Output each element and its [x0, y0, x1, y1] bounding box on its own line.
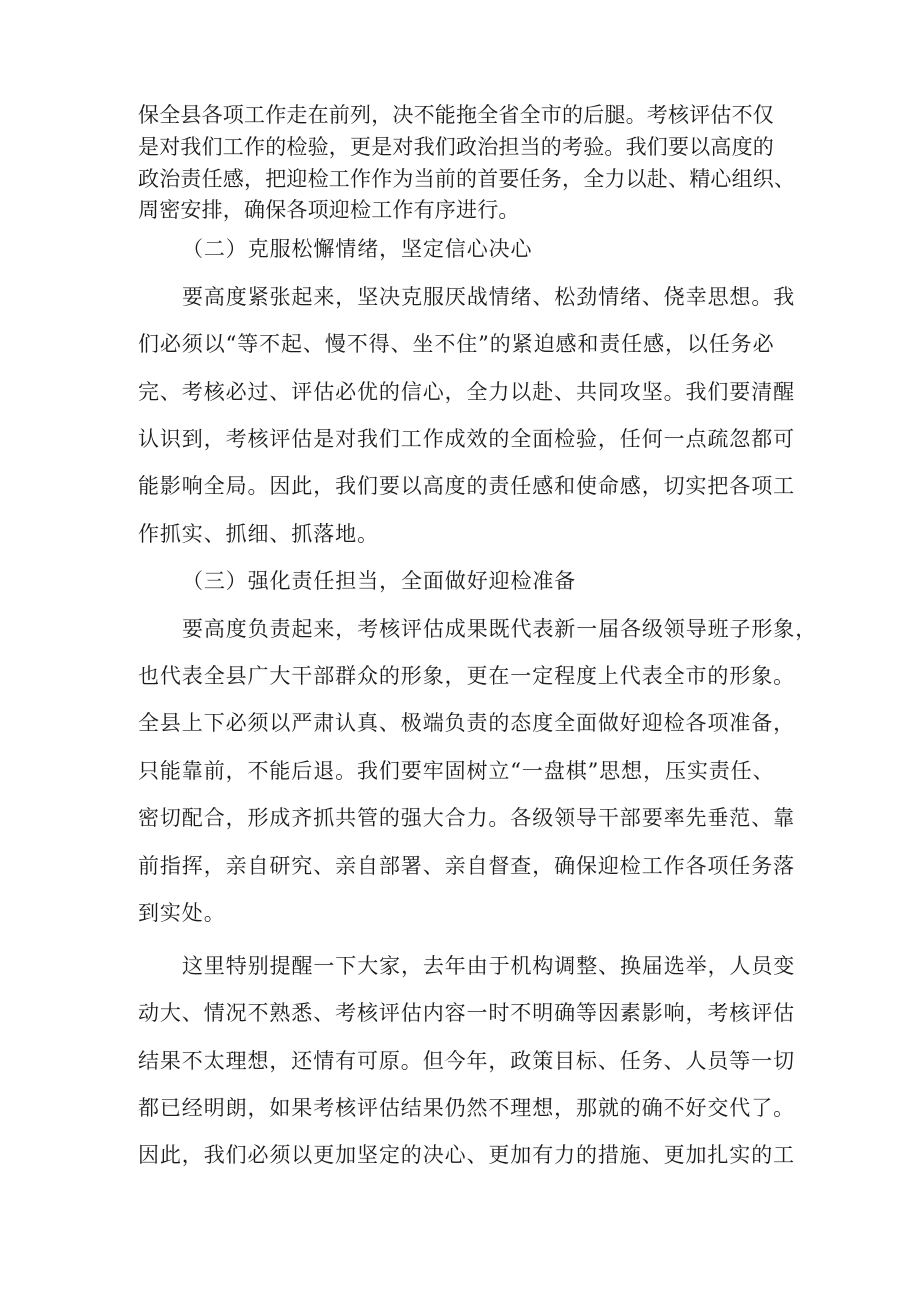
paragraph-line: 完、考核必过、评估必优的信心，全力以赴、共同攻坚。我们要清醒 — [138, 380, 795, 404]
paragraph-line: 前指挥，亲自研究、亲自部署、亲自督查，确保迎检工作各项任务落 — [138, 854, 795, 878]
paragraph-line: 政治责任感，把迎检工作作为当前的首要任务，全力以赴、精心组织、 — [138, 167, 796, 191]
paragraph-line: 保全县各项工作走在前列，决不能拖全省全市的后腿。考核评估不仅 — [138, 103, 774, 127]
paragraph-line: 全县上下必须以严肃认真、极端负责的态度全面做好迎检各项准备， — [138, 711, 795, 735]
paragraph-line: 密切配合，形成齐抓共管的强大合力。各级领导干部要率先垂范、靠 — [138, 806, 795, 830]
paragraph-line: 周密安排，确保各项迎检工作有序进行。 — [138, 198, 520, 222]
paragraph-line: 因此，我们必须以更加坚定的决心、更加有力的措施、更加扎实的工 — [138, 1143, 795, 1167]
paragraph-line: 能影响全局。因此，我们要以高度的责任感和使命感，切实把各项工 — [138, 474, 795, 498]
paragraph-line: 作抓实、抓细、抓落地。 — [138, 522, 379, 546]
paragraph-line: 只能靠前，不能后退。我们要牢固树立“一盘棋”思想，压实责任、 — [138, 759, 775, 783]
paragraph-line: 是对我们工作的检验，更是对我们政治担当的考验。我们要以高度的 — [138, 135, 774, 159]
paragraph-line: 也代表全县广大干部群众的形象，更在一定程度上代表全市的形象。 — [138, 664, 795, 688]
paragraph-line: 这里特别提醒一下大家，去年由于机构调整、换届选举，人员变 — [182, 954, 796, 978]
paragraph-line: 们必须以“等不起、慢不得、坐不住”的紧迫感和责任感，以任务必 — [138, 332, 775, 356]
section-heading-3: （三）强化责任担当，全面做好迎检准备 — [182, 569, 577, 593]
paragraph-line: 要高度紧张起来，坚决克服厌战情绪、松劲情绪、侥幸思想。我 — [182, 285, 796, 309]
section-heading-2: （二）克服松懈情绪，坚定信心决心 — [182, 237, 533, 261]
paragraph-line: 到实处。 — [138, 901, 226, 925]
paragraph-line: 结果不太理想，还情有可原。但今年，政策目标、任务、人员等一切 — [138, 1049, 795, 1073]
paragraph-line: 都已经明朗，如果考核评估结果仍然不理想，那就的确不好交代了。 — [138, 1096, 795, 1120]
paragraph-line: 认识到，考核评估是对我们工作成效的全面检验，任何一点疏忽都可 — [138, 427, 795, 451]
paragraph-line: 要高度负责起来，考核评估成果既代表新一届各级领导班子形象， — [182, 617, 818, 641]
paragraph-line: 动大、情况不熟悉、考核评估内容一时不明确等因素影响，考核评估 — [138, 1001, 795, 1025]
